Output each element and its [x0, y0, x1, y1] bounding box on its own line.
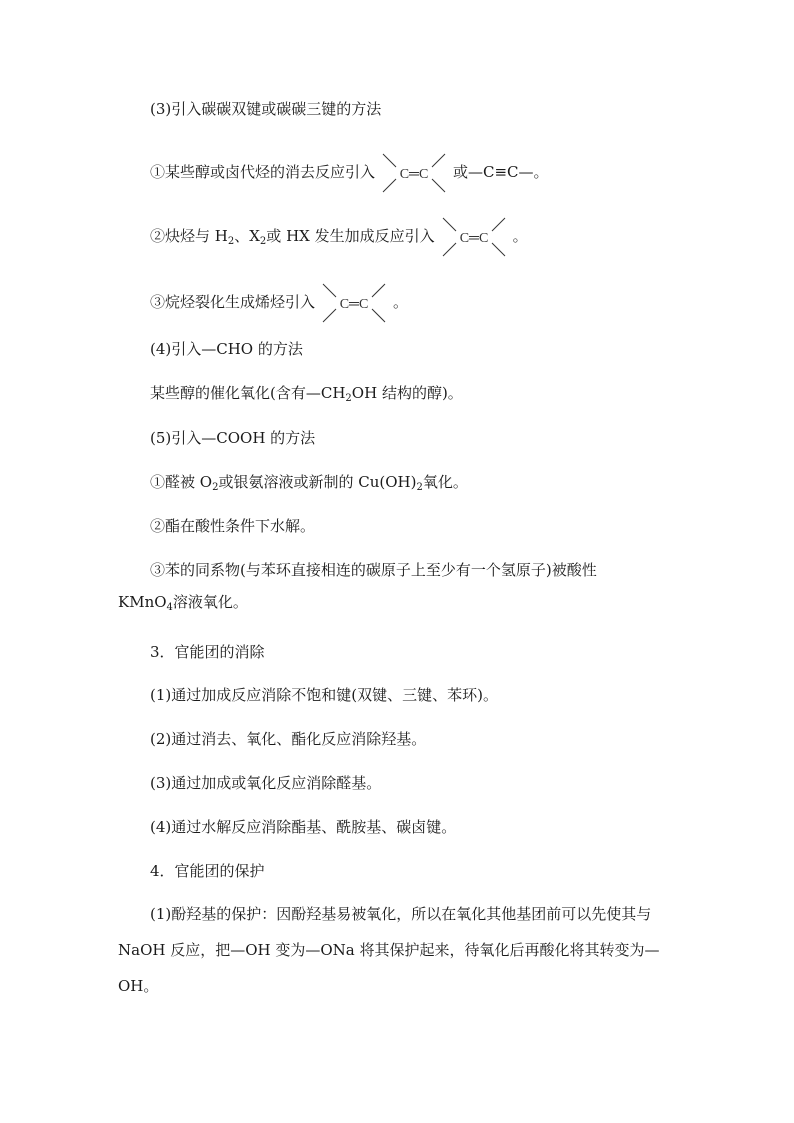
section-4-text-a: 某些醇的催化氧化(含有—CH [150, 384, 346, 402]
section-5-item-1-b: 或银氨溶液或新制的 Cu(OH) [218, 473, 417, 491]
heading-3: 3．官能团的消除 [150, 643, 265, 661]
section-5-item-3-line-1: ③苯的同系物(与苯环直接相连的碳原子上至少有一个氢原子)被酸性 [150, 561, 597, 579]
section-5-item-1-sub-2: 2 [416, 482, 423, 493]
section-4-sub: 2 [345, 393, 352, 404]
method-2-sub-2: 2 [259, 236, 267, 247]
heading-3-item-3: (3)通过加成或氧化反应消除醛基。 [150, 774, 382, 792]
method-2-text-a: ②炔烃与 H [150, 227, 228, 245]
heading-3-item-1: (1)通过加成反应消除不饱和键(双键、三键、苯环)。 [150, 686, 498, 704]
alkene-label: C═C [339, 297, 369, 312]
section-4-title: (4)引入—CHO 的方法 [150, 340, 303, 358]
section-5-item-2: ②酯在酸性条件下水解。 [150, 517, 316, 535]
section-5-item-1 [150, 471, 468, 499]
heading-3-item-2: (2)通过消去、氧化、酯化反应消除羟基。 [150, 730, 427, 748]
section-5-item-1-c: 氧化。 [422, 473, 468, 491]
method-3-tail: 。 [393, 293, 409, 311]
method-1-line [150, 150, 549, 196]
section-5-title: (5)引入—COOH 的方法 [150, 429, 316, 447]
method-3-text: ③烷烃裂化生成烯烃引入 [150, 293, 316, 311]
heading-4: 4．官能团的保护 [150, 862, 265, 880]
section-4-body [150, 382, 463, 410]
alkene-label: C═C [399, 167, 429, 182]
alkene-structure-diagram [439, 214, 509, 260]
alkene-structure-diagram [319, 280, 389, 326]
section-3-title: (3)引入碳碳双键或碳碳三键的方法 [150, 100, 382, 118]
section-5-item-3-sub: 4 [166, 602, 173, 613]
section-5-item-3-b: KMnO [118, 593, 167, 611]
heading-3-item-4: (4)通过水解反应消除酯基、酰胺基、碳卤键。 [150, 818, 457, 836]
alkene-structure-diagram [379, 150, 449, 196]
heading-4-paragraph: (1)酚羟基的保护：因酚羟基易被氧化，所以在氧化其他基团前可以先使其与 NaOH 反应，把—OH 变为—ONa 将其保护起来，待氧化后再酸化将其转变为—OH。 [118, 905, 660, 995]
section-5-item-1-sub: 2 [212, 482, 219, 493]
alkene-label: C═C [459, 231, 488, 246]
method-1-tail: 或—C≡C—。 [453, 163, 549, 181]
method-3-line [150, 280, 408, 326]
method-1-text: ①某些醇或卤代烃的消去反应引入 [150, 163, 376, 181]
method-2-text-c: 或 HX 发生加成反应引入 [266, 227, 435, 245]
method-2-text-b: 、X [234, 227, 260, 245]
section-5-item-1-a: ①醛被 O [150, 473, 213, 491]
method-2-line [150, 214, 528, 260]
method-2-tail: 。 [512, 227, 528, 245]
section-5-item-3-line-2 [118, 591, 248, 619]
section-4-text-b: OH 结构的醇)。 [351, 384, 463, 402]
section-5-item-3-c: 溶液氧化。 [172, 593, 248, 611]
method-2-sub-1: 2 [227, 236, 235, 247]
